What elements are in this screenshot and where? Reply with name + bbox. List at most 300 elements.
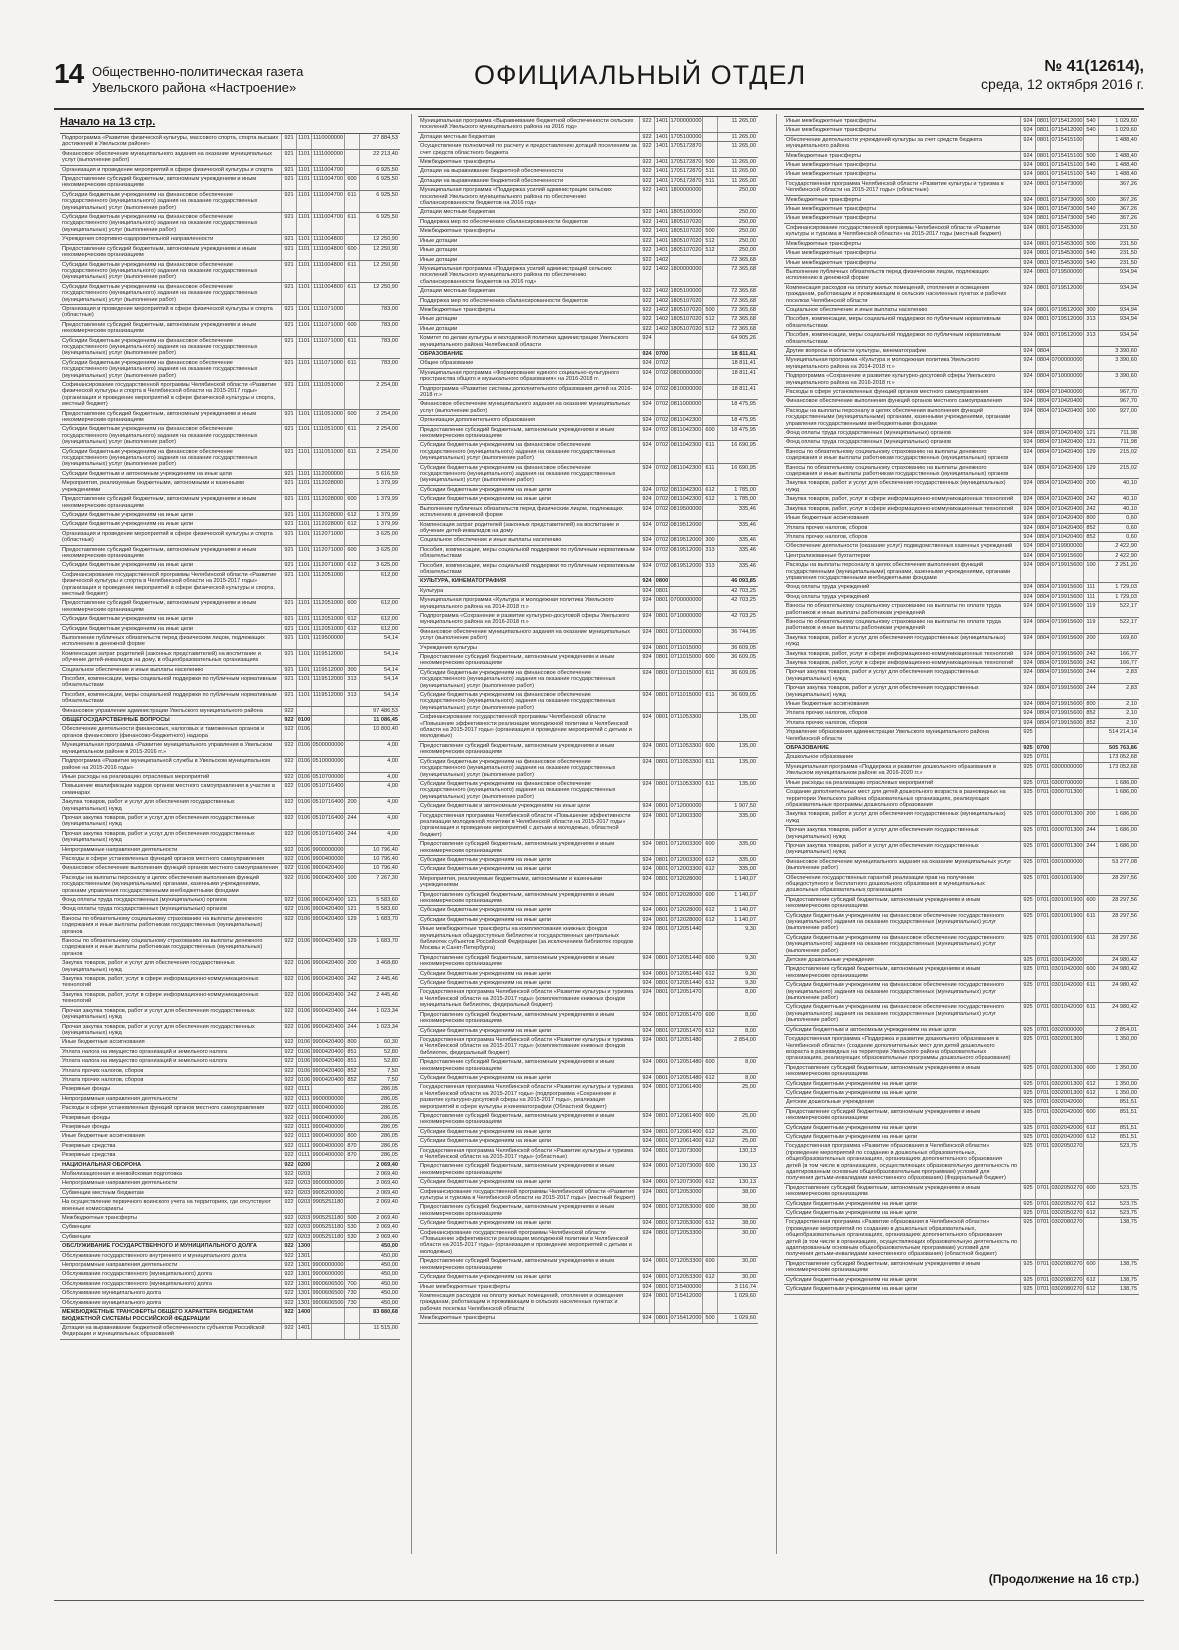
row-amount: 2 254,00	[376, 382, 398, 388]
row-amount: 25,00	[742, 1112, 756, 1119]
table-row	[784, 284, 1139, 306]
row-code-admin: 925	[1021, 874, 1036, 895]
table-row	[60, 1198, 400, 1214]
row-name: Финансовое обеспечение муниципального задания на оказание муниципальных услуг (выполнение работ)	[784, 858, 1021, 873]
row-amount: 22 213,40	[373, 150, 398, 157]
row-name: Компенсация затрат родителей (законных представителей) на воспитание и обучение детей-инвалидов на дому, в общеобразовательных организациях	[60, 650, 282, 665]
row-code-admin: 925	[1021, 1108, 1036, 1123]
row-name: Общее образование	[418, 359, 640, 367]
row-code-type: 600	[345, 546, 360, 561]
row-name: Иные расходы на реализацию отраслевых мероприятий	[60, 773, 282, 781]
row-code-target: 1119512000	[312, 691, 345, 706]
row-amount: 2,10	[1126, 701, 1137, 708]
row-code-admin: 924	[640, 758, 655, 779]
row-amount: 28 297,56	[1112, 896, 1137, 903]
row-code-admin: 922	[282, 741, 297, 756]
row-amount: 28 297,56	[1112, 934, 1137, 941]
row-name: Предоставление субсидий бюджетным, автономным учреждениям и иным некоммерческим организациям	[418, 1162, 640, 1177]
row-code-target: 1119512000	[312, 675, 345, 690]
table-row	[60, 615, 400, 624]
budget-table-1	[60, 133, 400, 1340]
table-row	[60, 625, 400, 634]
row-code-type: 600	[703, 840, 718, 855]
row-code-type	[345, 716, 360, 724]
row-name: Дотации местным бюджетам	[418, 208, 640, 216]
row-amount: 2,10	[1126, 719, 1137, 726]
row-code-section: 0801	[1036, 180, 1051, 195]
row-code-admin: 922	[282, 1104, 297, 1112]
row-name: Иные дотации	[418, 246, 640, 254]
row-code-type: 611	[345, 283, 360, 304]
row-code-type: 512	[703, 325, 718, 333]
table-row	[418, 1036, 758, 1058]
row-name: Организация и проведение мероприятий в сфере физической культуры и спорта (областные)	[60, 305, 282, 320]
table-row	[60, 1104, 400, 1113]
row-code-type: 242	[1084, 659, 1099, 667]
row-name: Фонд оплаты труда государственных (муниципальных) органов	[784, 438, 1021, 446]
row-code-section: 0804	[1036, 650, 1050, 657]
row-code-section: 0801	[655, 925, 670, 953]
row-code-admin: 925	[1021, 1260, 1036, 1275]
row-code-section: 0702	[655, 441, 670, 462]
row-name: Софинансирование государственной программы Челябинской области «Повышение эффективности реализации молодежной политики в Челябинской области на 2015-2017 годы» (организация и проведение мероприятий с детьми и молодежью)	[418, 713, 640, 741]
row-code-section: 0702	[655, 546, 670, 561]
row-code-type: 612	[345, 561, 360, 569]
row-code-type	[1084, 1098, 1099, 1106]
row-code-type	[703, 256, 718, 264]
row-code-admin: 924	[1021, 602, 1036, 617]
row-name: Дотации местным бюджетам	[418, 287, 640, 295]
row-name: НАЦИОНАЛЬНАЯ ОБОРОНА	[60, 1161, 282, 1169]
row-code-section: 1101	[297, 546, 312, 561]
row-code-type: 500	[703, 158, 718, 166]
budget-table-3	[784, 116, 1139, 1295]
row-code-admin: 922	[640, 227, 655, 235]
row-code-admin: 922	[282, 1270, 297, 1278]
row-code-admin: 921	[282, 530, 297, 545]
row-name: Межбюджетные трансферты	[60, 1214, 282, 1222]
row-code-section: 0804	[1036, 430, 1050, 437]
row-code-target: 1110000000	[312, 134, 345, 149]
row-name: МЕЖБЮДЖЕТНЫЕ ТРАНСФЕРТЫ ОБЩЕГО ХАРАКТЕРА БЮДЖЕТАМ БЮДЖЕТНОЙ СИСТЕМЫ РОССИЙСКОЙ ФЕДЕРАЦИИ	[60, 1308, 282, 1323]
row-code-type	[703, 186, 718, 207]
row-code-section: 0203	[297, 1180, 311, 1187]
row-code-admin: 922	[282, 864, 297, 872]
row-name: Выполнение публичных обязательств перед физическим лицом, подлежащих исполнению в денежной форме	[60, 634, 282, 649]
table-row	[60, 1189, 400, 1198]
row-code-admin: 924	[1021, 514, 1036, 522]
row-code-type: 600	[703, 954, 718, 969]
row-code-target: 1805100000	[670, 209, 702, 216]
row-code-type	[703, 400, 718, 415]
row-code-target: 1111051000	[312, 448, 345, 469]
row-name: Взносы по обязательному социальному страхованию на выплаты по оплате труда работников и иные выплаты работникам учреждений	[784, 618, 1021, 633]
row-code-target: 0302050270	[1051, 1210, 1083, 1217]
row-code-type	[703, 265, 718, 286]
row-code-admin: 922	[282, 798, 297, 813]
table-row	[784, 136, 1139, 152]
row-amount: 9,30	[745, 970, 756, 977]
row-code-target: 0719915600	[1051, 634, 1084, 649]
row-code-admin: 921	[282, 634, 297, 649]
row-code-section: 1101	[297, 562, 311, 569]
row-amount: 8,00	[745, 1074, 756, 1081]
row-code-target	[312, 1324, 345, 1339]
table-row	[784, 956, 1139, 965]
table-row	[60, 725, 400, 741]
row-code-target	[1051, 753, 1084, 761]
row-name: Взносы по обязательному социальному страхованию на выплаты денежного содержания и иные выплаты работникам государственных (муниципальных) органов	[60, 937, 282, 958]
row-code-section: 1301	[297, 1252, 311, 1259]
row-code-target	[1051, 744, 1084, 752]
row-name: Межбюджетные трансферты	[418, 227, 640, 235]
row-code-admin: 924	[640, 1137, 655, 1145]
row-code-target: 0302001300	[1051, 1089, 1083, 1096]
row-code-section: 0801	[655, 840, 670, 855]
row-code-type: 119	[1084, 602, 1099, 617]
row-name: Централизованные бухгалтерии	[784, 552, 1021, 560]
row-amount: 1 488,40	[1115, 136, 1137, 143]
row-code-section: 0804	[1036, 701, 1050, 708]
row-code-admin: 924	[1021, 542, 1036, 550]
row-amount: 83 880,68	[373, 1309, 398, 1316]
row-name: Прочая закупка товаров, работ и услуг для обеспечения государственных (муниципальных) нужд	[60, 814, 282, 829]
row-name: Предоставление субсидий бюджетным, автономным учреждениям и иным некоммерческим организациям	[418, 1203, 640, 1218]
row-code-type: 129	[1084, 464, 1099, 479]
row-code-type	[703, 117, 718, 132]
table-row	[60, 1324, 400, 1340]
row-amount: 3 468,80	[376, 960, 398, 967]
row-code-admin: 924	[1021, 593, 1036, 601]
row-code-target: 0819500000	[670, 505, 703, 520]
row-code-admin: 922	[282, 1233, 297, 1241]
row-code-type: 200	[345, 798, 360, 813]
row-code-section: 0106	[297, 975, 312, 990]
row-code-target	[312, 1085, 345, 1093]
row-code-target: 0510716400	[312, 830, 345, 845]
row-amount: 11 086,45	[373, 717, 398, 724]
row-name: Межбюджетные трансферты	[784, 196, 1021, 204]
row-code-admin: 922	[282, 1057, 297, 1065]
row-amount: 54,14	[384, 666, 398, 673]
row-code-section: 0801	[655, 907, 669, 914]
row-code-type: 200	[1084, 634, 1099, 649]
row-code-admin: 924	[640, 1027, 655, 1035]
row-code-section: 0106	[297, 874, 312, 895]
row-code-admin: 925	[1021, 981, 1036, 1002]
row-code-section: 0804	[1036, 584, 1050, 591]
table-row	[784, 1124, 1139, 1133]
row-code-admin: 922	[282, 1076, 297, 1084]
row-name: Предоставление субсидий бюджетным, автономным учреждениям и иным некоммерческим организациям	[418, 954, 640, 969]
row-code-admin: 924	[640, 562, 655, 577]
row-code-admin: 924	[1021, 249, 1036, 257]
row-code-section: 0106	[297, 725, 312, 740]
row-code-type: 611	[345, 359, 360, 380]
row-code-section: 1101	[297, 571, 312, 599]
row-code-section: 0701	[1036, 754, 1050, 761]
row-name: Обеспечение деятельности учреждений культуры за счет средств бюджета муниципального района	[784, 136, 1021, 151]
row-code-section: 0701	[1036, 763, 1051, 778]
row-name: Субсидии бюджетным учреждениям на иные цели	[60, 511, 282, 519]
row-code-type	[345, 1198, 360, 1213]
row-amount: 2,83	[1126, 669, 1137, 676]
row-code-section	[655, 334, 670, 349]
row-name: Субсидии бюджетным учреждениям на финансовое обеспечение государственного (муниципального) задания на оказание государственных (муниципальных) услуг (выполнение работ)	[60, 261, 282, 282]
row-code-section: 0804	[1036, 543, 1050, 550]
row-code-section: 0801	[655, 1220, 669, 1227]
row-name: Обеспечение государственных гарантий реализации прав на получение общедоступного и бесплатного дошкольного образования в муниципальных дошкольных образовательных организациях	[784, 874, 1021, 895]
row-code-target: 0719915600	[1051, 719, 1083, 726]
row-code-section: 0111	[297, 1114, 312, 1122]
table-row	[784, 180, 1139, 196]
row-code-type	[703, 521, 718, 536]
row-code-section: 0801	[1036, 127, 1050, 134]
row-name: ОБРАЗОВАНИЕ	[784, 744, 1021, 752]
row-code-target: 9900420400	[312, 1058, 344, 1065]
row-code-type	[703, 350, 718, 358]
row-code-section: 1401	[655, 168, 669, 175]
row-code-type: 121	[345, 905, 360, 913]
row-amount: 9,30	[745, 926, 756, 933]
row-code-type: 500	[1084, 152, 1099, 160]
row-code-type: 800	[1084, 700, 1099, 708]
row-amount: 2 069,40	[376, 1161, 398, 1168]
row-code-section: 0801	[655, 628, 670, 643]
row-amount: 1 379,99	[376, 521, 398, 528]
row-code-type: 612	[703, 1128, 718, 1136]
row-code-section: 0106	[297, 937, 312, 958]
row-name: Финансовое обеспечение муниципального задания на оказание муниципальных услуг (выполнение работ)	[60, 150, 282, 165]
row-code-target: 0302042000	[1051, 1124, 1083, 1131]
row-code-target: 0711053300	[670, 758, 703, 779]
row-code-target: 0700000000	[1051, 356, 1084, 371]
row-code-admin: 925	[1021, 1080, 1036, 1088]
table-row	[60, 1007, 400, 1023]
row-code-target: 1111000000	[312, 150, 345, 165]
row-code-section: 0804	[1036, 552, 1050, 559]
row-code-target	[312, 1308, 345, 1323]
row-code-admin: 922	[282, 830, 297, 845]
row-code-section: 0111	[297, 1151, 312, 1159]
row-name: Субсидии бюджетным учреждениям на финансовое обеспечение государственного (муниципального) задания на оказание государственных (муниципальных) услуг (выполнение работ)	[784, 1003, 1021, 1024]
row-code-target: 0712028000	[670, 916, 702, 923]
row-code-target: 0715415100	[1051, 171, 1083, 178]
row-code-type: 244	[345, 1007, 360, 1022]
row-name: Закупка товаров, работ, услуг в сфере информационно-коммуникационных технологий	[784, 650, 1021, 658]
row-name: Уплата прочих налогов, сборов	[60, 1067, 282, 1075]
row-code-admin: 924	[1021, 347, 1036, 355]
row-code-target: 9900420400	[312, 1067, 344, 1074]
row-name: Субсидии бюджетным учреждениям на финансовое обеспечение государственного (муниципального) задания на оказание государственных (муниципальных) услуг (выполнение работ)	[60, 448, 282, 469]
row-code-type: 600	[703, 1011, 718, 1026]
row-code-target: 1111004700	[312, 191, 345, 212]
row-amount: 335,00	[738, 856, 756, 863]
row-amount: 1 140,07	[734, 916, 756, 923]
row-code-admin: 925	[1021, 744, 1036, 752]
row-name: Выполнение публичных обязательств перед физическим лицом, подлежащих исполнению в денежной форме	[418, 505, 640, 520]
row-name: Предоставление субсидий бюджетным, автономным учреждениям и иным некоммерческим организациям	[60, 410, 282, 425]
row-code-admin: 922	[640, 287, 655, 295]
row-name: Закупка товаров, работ, услуг в сфере информационно-коммуникационных технологий	[784, 659, 1021, 667]
table-row	[418, 1137, 758, 1146]
table-row	[784, 1003, 1139, 1025]
row-amount: 24 980,42	[1112, 1004, 1137, 1011]
row-code-target: 0301042000	[1051, 965, 1084, 980]
row-name: Предоставление субсидий бюджетным, автономным учреждениям и иным некоммерческим организациям	[784, 965, 1021, 980]
row-code-target: 1119512000	[312, 666, 344, 673]
row-amount: 1 686,00	[1115, 842, 1137, 849]
row-code-admin: 924	[640, 812, 655, 840]
row-name: Субсидии бюджетным учреждениям на иные цели	[784, 1133, 1021, 1141]
table-row	[784, 602, 1139, 618]
row-code-type	[703, 287, 718, 295]
table-row	[418, 546, 758, 562]
row-code-target: 0712003300	[670, 840, 703, 855]
table-row	[418, 117, 758, 133]
row-amount: 1 683,70	[376, 938, 398, 945]
row-name: Предоставление субсидий бюджетным, автономным учреждениям и иным некоммерческим организациям	[418, 840, 640, 855]
table-row	[418, 742, 758, 758]
row-code-admin: 924	[1021, 205, 1036, 213]
row-code-type: 121	[345, 896, 360, 904]
row-name: Субсидии бюджетным учреждениям на иные цели	[784, 1285, 1021, 1293]
table-row	[60, 937, 400, 959]
row-amount: 52,80	[384, 1058, 398, 1065]
table-row	[784, 438, 1139, 447]
row-code-type: 600	[345, 410, 360, 425]
row-code-type: 612	[1084, 1124, 1099, 1132]
row-name: Прочая закупка товаров, работ и услуг для обеспечения государственных (муниципальных) нужд	[60, 1007, 282, 1022]
row-code-admin: 922	[640, 265, 655, 286]
row-amount: 1 785,00	[734, 496, 756, 503]
row-amount: 1 023,34	[376, 1007, 398, 1014]
row-code-target: 0712003300	[670, 812, 703, 840]
row-code-admin: 924	[1021, 240, 1036, 248]
row-code-type	[1084, 1218, 1099, 1258]
table-row	[784, 810, 1139, 826]
row-amount: 851,51	[1119, 1108, 1137, 1115]
row-code-section: 0111	[297, 1104, 312, 1112]
row-code-type: 600	[1084, 965, 1099, 980]
row-code-section: 0203	[297, 1224, 311, 1231]
row-amount: 60,30	[384, 1039, 398, 1046]
row-name: Субсидии бюджетным учреждениям на иные цели	[60, 561, 282, 569]
table-row	[784, 170, 1139, 179]
row-name: Иные межбюджетные трансферты	[784, 161, 1021, 169]
row-code-type	[1084, 788, 1099, 809]
row-name: Софинансирование государственной программы Челябинской области «Развитие физической культуры и спорта в Челябинской области на 2015-2017 годы» (организация и проведение мероприятий в сфере физической культуры и спорта, местный бюджет)	[60, 381, 282, 409]
row-code-target: 0715453000	[1051, 250, 1083, 257]
row-code-type	[345, 1123, 360, 1131]
row-code-type: 300	[1084, 306, 1099, 314]
row-code-type: 500	[1084, 196, 1099, 204]
row-name: Софинансирование государственной программы Челябинской области «Повышение эффективности реализации молодежной политики в Челябинской области на 2015-2017 годы» (организация и проведение мероприятий с детьми и молодежью)	[418, 1229, 640, 1257]
row-amount: 335,46	[738, 537, 756, 544]
row-code-admin: 922	[282, 1114, 297, 1122]
row-code-admin: 924	[1021, 180, 1036, 195]
row-amount: 934,94	[1119, 268, 1137, 275]
table-row	[60, 650, 400, 666]
row-code-type: 540	[1084, 249, 1099, 257]
row-code-section: 0106	[297, 798, 312, 813]
row-code-section: 1301	[297, 1271, 311, 1278]
row-code-type: 540	[1084, 161, 1099, 169]
row-code-section: 0801	[1036, 136, 1051, 151]
row-amount: 231,50	[1119, 250, 1137, 257]
row-code-target: 0819512000	[670, 521, 703, 536]
row-code-section: 0801	[655, 1036, 670, 1057]
row-code-admin: 924	[640, 369, 655, 384]
table-row	[60, 666, 400, 675]
row-code-target: 1805107020	[670, 218, 702, 225]
row-code-target: 9900420400	[312, 937, 345, 958]
row-amount: 450,00	[380, 1290, 398, 1297]
row-code-admin: 924	[640, 1257, 655, 1272]
row-code-section: 1101	[297, 470, 311, 477]
row-code-admin: 922	[282, 1324, 297, 1339]
row-code-section: 0701	[1036, 1099, 1050, 1106]
row-code-admin: 924	[1021, 438, 1036, 446]
row-code-target: 9900400000	[312, 855, 344, 862]
table-row	[784, 779, 1139, 788]
row-code-target: 1112071000	[312, 562, 344, 569]
row-amount: 72 365,68	[731, 288, 756, 295]
row-code-admin: 922	[282, 1198, 297, 1213]
row-amount: 72 365,68	[731, 316, 756, 323]
row-amount: 2 069,40	[376, 1233, 398, 1240]
row-amount: 8,00	[745, 1059, 756, 1066]
table-row	[60, 448, 400, 470]
row-code-admin: 924	[640, 536, 655, 544]
row-amount: 2 445,46	[376, 991, 398, 998]
table-row	[784, 1064, 1139, 1080]
table-row	[60, 1048, 400, 1057]
row-amount: 967,70	[1119, 398, 1137, 405]
table-row	[418, 596, 758, 612]
row-code-admin: 924	[640, 495, 655, 503]
row-name: Субсидии бюджетным учреждениям на финансовое обеспечение государственного (муниципального) задания на оказание государственных (муниципальных) услуг (выполнение работ)	[60, 213, 282, 234]
row-code-admin: 922	[640, 315, 655, 323]
row-amount: 54,14	[384, 676, 398, 683]
row-code-target	[312, 716, 345, 724]
row-code-admin: 921	[282, 520, 297, 528]
row-code-admin: 925	[1021, 1035, 1036, 1063]
row-amount: 2 854,01	[1115, 1026, 1137, 1033]
row-code-type: 870	[345, 1151, 360, 1159]
row-code-type	[703, 416, 718, 424]
row-code-section: 1401	[655, 247, 669, 254]
row-code-target: 9900000000	[312, 846, 344, 853]
row-code-admin: 925	[1021, 1218, 1036, 1258]
row-code-target: 0811042300	[670, 464, 703, 485]
row-code-section: 1400	[297, 1308, 312, 1323]
row-amount: 2 854,00	[734, 1036, 756, 1043]
row-amount: 28 297,56	[1112, 912, 1137, 919]
row-code-type	[345, 571, 360, 599]
row-code-type: 512	[703, 246, 718, 254]
column-divider	[411, 114, 412, 1554]
row-code-admin: 922	[282, 1067, 297, 1075]
row-code-admin: 921	[282, 599, 297, 614]
table-row	[418, 906, 758, 915]
row-code-type: 121	[1084, 429, 1099, 437]
row-code-type: 600	[703, 891, 718, 906]
row-code-section: 0702	[655, 486, 669, 493]
row-name: Мобилизационная и вневойсковая подготовка	[60, 1170, 282, 1178]
row-name: Субсидии бюджетным учреждениям на иные цели	[784, 1276, 1021, 1284]
row-amount: 335,46	[738, 562, 756, 569]
